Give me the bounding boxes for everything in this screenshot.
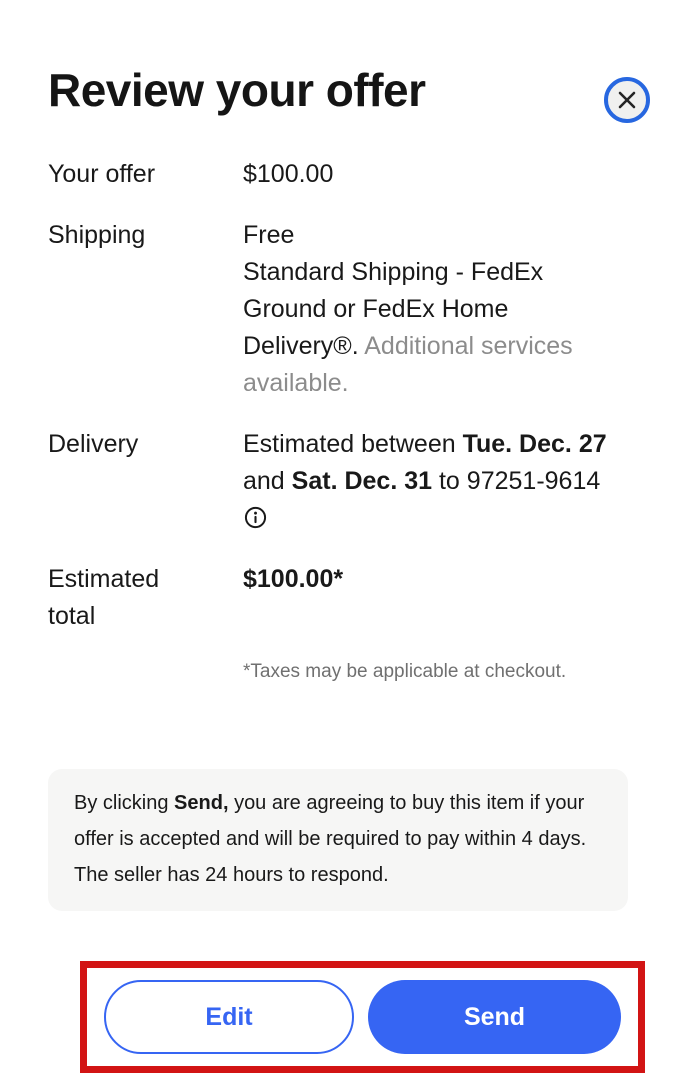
delivery-date-end: Sat. Dec. 31 (291, 467, 433, 495)
send-button[interactable]: Send (368, 980, 621, 1054)
delivery-date-start: Tue. Dec. 27 (462, 430, 607, 458)
page-title: Review your offer (48, 64, 426, 116)
tax-note: *Taxes may be applicable at checkout. (243, 661, 567, 682)
estimated-total-label: Estimated total (48, 565, 160, 630)
close-button[interactable] (604, 77, 650, 123)
shipping-additional-services: Additional services available. (243, 332, 573, 397)
close-icon (616, 89, 638, 111)
your-offer-row (48, 156, 628, 193)
delivery-row (48, 426, 628, 537)
delivery-estimate: Estimated between Tue. Dec. 27 and Sat. Dec. 31 to 97251-9614 (243, 426, 628, 537)
estimated-total-row (48, 561, 628, 635)
edit-button[interactable]: Edit (104, 980, 354, 1054)
shipping-value (243, 217, 628, 402)
shipping-price: Free (243, 221, 295, 249)
disclaimer-send-emphasis: Send, (174, 792, 229, 814)
delivery-zip: 97251-9614 (466, 467, 601, 495)
delivery-label: Delivery (48, 430, 139, 458)
info-icon (243, 505, 268, 530)
shipping-row (48, 217, 628, 402)
annotation-rectangle (80, 961, 645, 1073)
review-offer-modal (0, 62, 676, 1086)
estimated-total-value: $100.00* (243, 565, 344, 593)
offer-details (48, 156, 628, 635)
disclaimer-box: By clicking Send, you are agreeing to buy this item if your offer is accepted and will be required to pay within 4 days. The seller has 24 hours to respond. (48, 769, 628, 911)
shipping-label: Shipping (48, 221, 146, 249)
your-offer-label: Your offer (48, 160, 156, 188)
your-offer-value: $100.00 (243, 160, 334, 188)
shipping-method: Standard Shipping - FedEx Ground or FedEx Home Delivery®. Additional services available. (243, 258, 573, 397)
delivery-info-button[interactable] (243, 505, 268, 533)
